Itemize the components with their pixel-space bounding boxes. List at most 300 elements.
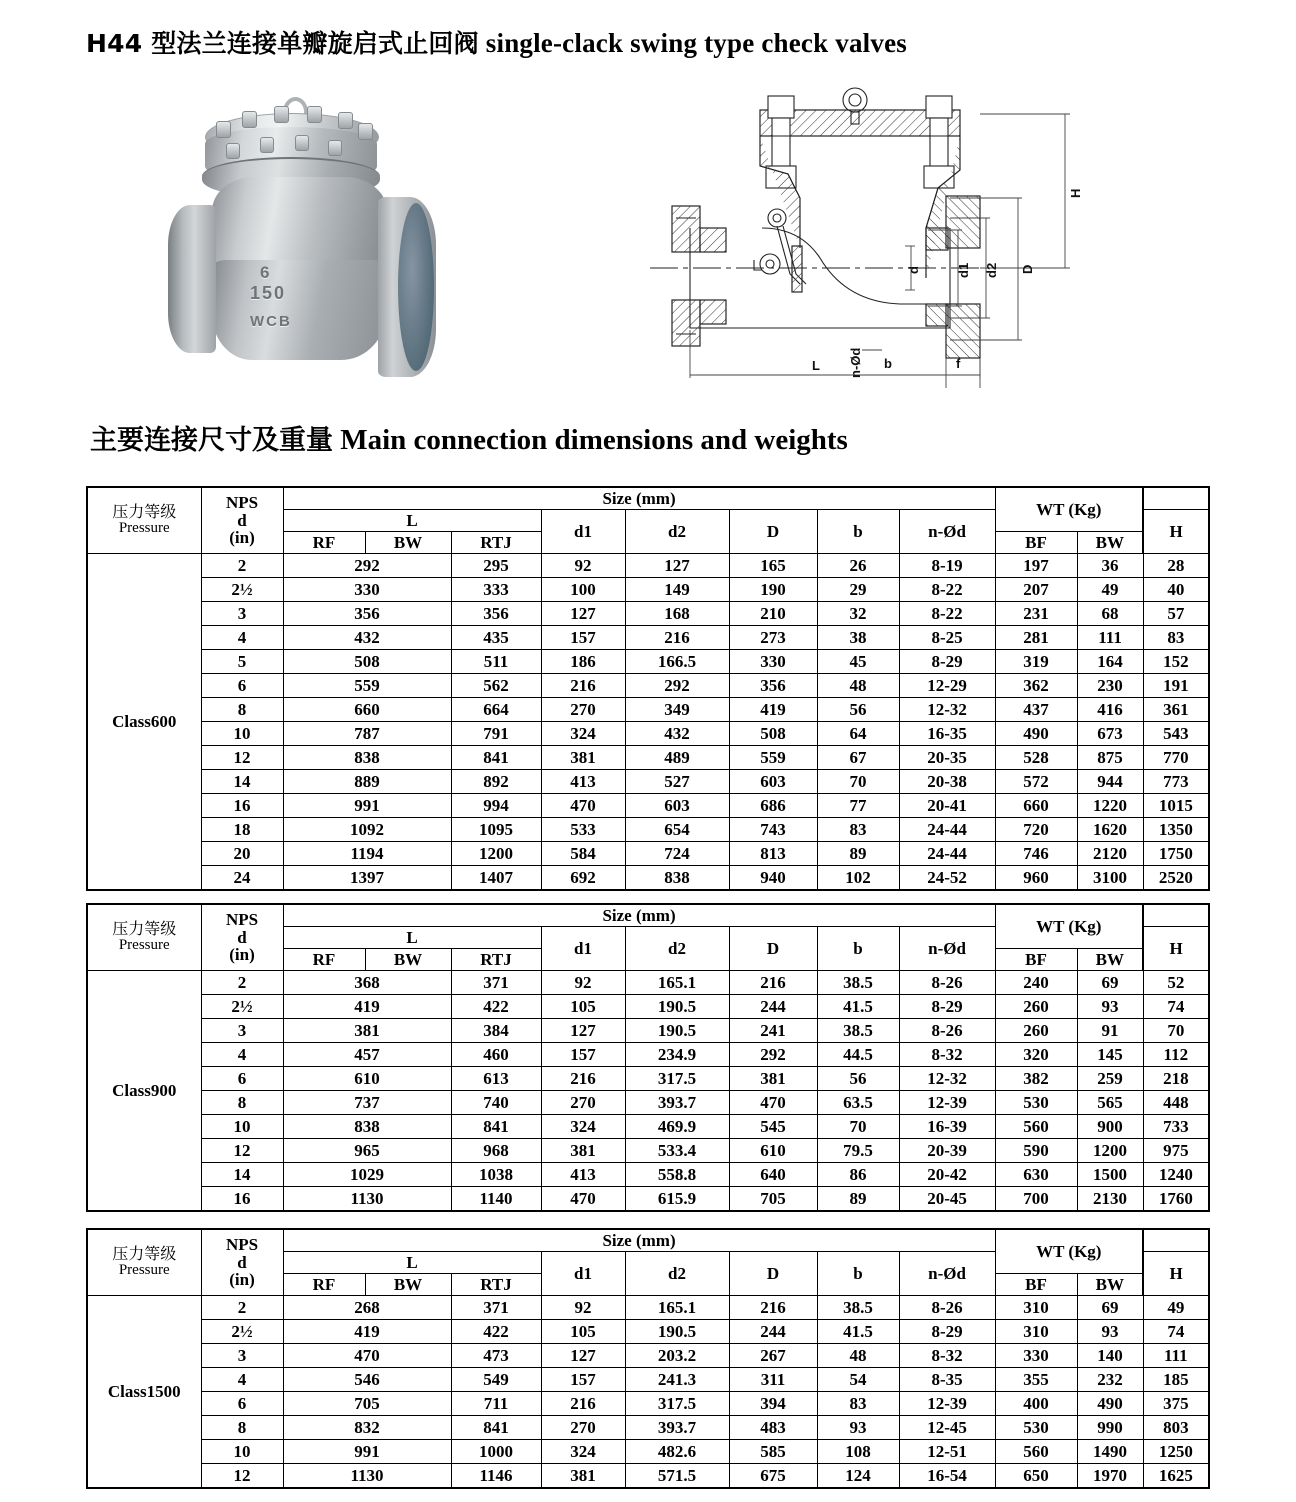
cell-L-rf-bw: 419 — [283, 995, 451, 1019]
cell-H: 720 — [995, 818, 1077, 842]
cell-n-od: 16-35 — [899, 722, 995, 746]
cell-L-rf-bw: 432 — [283, 626, 451, 650]
cell-nps: 10 — [201, 1440, 283, 1464]
cell-b: 83 — [817, 1392, 899, 1416]
cell-wt-bf: 111 — [1077, 626, 1143, 650]
cell-L-rtj: 968 — [451, 1139, 541, 1163]
cell-D: 675 — [729, 1464, 817, 1489]
cell-nps: 3 — [201, 1019, 283, 1043]
cell-H: 960 — [995, 866, 1077, 891]
cell-nps: 20 — [201, 842, 283, 866]
bonnet-bolt — [295, 135, 309, 151]
table-row — [87, 1320, 1209, 1344]
cell-L-rtj: 422 — [451, 995, 541, 1019]
cell-d1: 105 — [541, 995, 625, 1019]
cell-H: 400 — [995, 1392, 1077, 1416]
cell-nps: 6 — [201, 674, 283, 698]
cell-L-rtj: 295 — [451, 554, 541, 578]
cell-L-rf-bw: 268 — [283, 1296, 451, 1320]
cell-wt-bf: 69 — [1077, 971, 1143, 995]
cell-H: 319 — [995, 650, 1077, 674]
cell-wt-bw: 1015 — [1143, 794, 1209, 818]
cell-wt-bw: 1250 — [1143, 1440, 1209, 1464]
cell-b: 89 — [817, 1187, 899, 1212]
header-pressure-cn: 压力等级 — [112, 919, 177, 939]
cell-wt-bw: 361 — [1143, 698, 1209, 722]
cell-d2: 533.4 — [625, 1139, 729, 1163]
figures-row — [0, 70, 1296, 400]
cell-d1: 381 — [541, 1139, 625, 1163]
cell-d1: 533 — [541, 818, 625, 842]
table-body — [87, 1296, 1209, 1489]
cell-H: 362 — [995, 674, 1077, 698]
bonnet-bolt — [216, 121, 231, 138]
cell-wt-bf: 259 — [1077, 1067, 1143, 1091]
cell-nps: 24 — [201, 866, 283, 891]
header-wt-group: WT (Kg) — [995, 487, 1143, 532]
cell-nps: 6 — [201, 1392, 283, 1416]
cell-b: 67 — [817, 746, 899, 770]
cell-d2: 317.5 — [625, 1067, 729, 1091]
cell-b: 124 — [817, 1464, 899, 1489]
header-pressure-en: Pressure — [118, 1262, 170, 1279]
cell-n-od: 8-29 — [899, 650, 995, 674]
cell-nps: 2 — [201, 1296, 283, 1320]
cell-n-od: 12-39 — [899, 1392, 995, 1416]
header-wt-bw: BW — [1077, 1274, 1143, 1296]
cell-d2: 190.5 — [625, 1019, 729, 1043]
cell-wt-bw: 1750 — [1143, 842, 1209, 866]
dim-label-f: f — [956, 356, 961, 371]
body-marking-size: 6 — [260, 263, 270, 282]
cell-n-od: 12-51 — [899, 1440, 995, 1464]
cell-wt-bw: 111 — [1143, 1344, 1209, 1368]
cell-d2: 166.5 — [625, 650, 729, 674]
table-body — [87, 554, 1209, 891]
cell-d2: 190.5 — [625, 1320, 729, 1344]
cell-nps: 8 — [201, 1091, 283, 1115]
cell-wt-bw: 1350 — [1143, 818, 1209, 842]
cell-n-od: 8-26 — [899, 971, 995, 995]
header-n-od: n-Ød — [899, 927, 995, 971]
table-row — [87, 722, 1209, 746]
cell-L-rf-bw: 1397 — [283, 866, 451, 891]
table-row — [87, 1187, 1209, 1212]
cell-nps: 4 — [201, 626, 283, 650]
cell-d1: 470 — [541, 1187, 625, 1212]
cell-wt-bf: 416 — [1077, 698, 1143, 722]
cell-n-od: 16-39 — [899, 1115, 995, 1139]
cell-b: 64 — [817, 722, 899, 746]
cell-d2: 216 — [625, 626, 729, 650]
cell-L-rtj: 740 — [451, 1091, 541, 1115]
cell-n-od: 20-45 — [899, 1187, 995, 1212]
cell-n-od: 8-26 — [899, 1296, 995, 1320]
table-row — [87, 626, 1209, 650]
cell-wt-bf: 2130 — [1077, 1187, 1143, 1212]
header-n-od: n-Ød — [899, 510, 995, 554]
header-BF: BF — [995, 1274, 1077, 1296]
cell-n-od: 20-35 — [899, 746, 995, 770]
cell-L-rtj: 549 — [451, 1368, 541, 1392]
cell-wt-bw: 57 — [1143, 602, 1209, 626]
cell-wt-bw: 74 — [1143, 1320, 1209, 1344]
cell-wt-bw: 28 — [1143, 554, 1209, 578]
cell-wt-bf: 91 — [1077, 1019, 1143, 1043]
dimensions-table-class900 — [86, 903, 1210, 1212]
header-RTJ: RTJ — [451, 532, 541, 554]
cell-d2: 168 — [625, 602, 729, 626]
header-BF: BF — [995, 532, 1077, 554]
cell-wt-bw: 40 — [1143, 578, 1209, 602]
header-pressure — [87, 1229, 201, 1296]
cell-L-rtj: 841 — [451, 1416, 541, 1440]
cell-n-od: 12-45 — [899, 1416, 995, 1440]
header-size-group: Size (mm) — [283, 1229, 995, 1252]
cell-D: 603 — [729, 770, 817, 794]
cell-n-od: 8-35 — [899, 1368, 995, 1392]
cell-L-rtj: 511 — [451, 650, 541, 674]
header-D: D — [729, 1252, 817, 1296]
header-b: b — [817, 1252, 899, 1296]
cell-n-od: 16-54 — [899, 1464, 995, 1489]
cell-n-od: 8-22 — [899, 602, 995, 626]
page-title-en: single-clack swing type check valves — [485, 28, 907, 58]
table-row — [87, 971, 1209, 995]
header-b: b — [817, 510, 899, 554]
cell-L-rf-bw: 457 — [283, 1043, 451, 1067]
cell-d2: 241.3 — [625, 1368, 729, 1392]
cell-L-rtj: 371 — [451, 1296, 541, 1320]
header-pressure-cn: 压力等级 — [112, 502, 177, 522]
header-D: D — [729, 510, 817, 554]
header-size-group: Size (mm) — [283, 487, 995, 510]
cell-b: 44.5 — [817, 1043, 899, 1067]
header-b: b — [817, 927, 899, 971]
cell-wt-bf: 93 — [1077, 995, 1143, 1019]
cell-L-rtj: 333 — [451, 578, 541, 602]
valve-body-lower — [212, 260, 387, 360]
cell-D: 356 — [729, 674, 817, 698]
section-drawing-svg — [650, 78, 1210, 398]
table-row — [87, 1115, 1209, 1139]
cell-H: 530 — [995, 1416, 1077, 1440]
cell-L-rf-bw: 559 — [283, 674, 451, 698]
header-RTJ: RTJ — [451, 949, 541, 971]
cell-d2: 432 — [625, 722, 729, 746]
cell-b: 63.5 — [817, 1091, 899, 1115]
bonnet-bolt — [260, 137, 274, 153]
bonnet-bolt — [338, 112, 353, 129]
cell-L-rf-bw: 470 — [283, 1344, 451, 1368]
cell-L-rf-bw: 1130 — [283, 1464, 451, 1489]
cell-D: 190 — [729, 578, 817, 602]
cell-D: 241 — [729, 1019, 817, 1043]
cell-d1: 381 — [541, 746, 625, 770]
cell-d2: 292 — [625, 674, 729, 698]
cell-L-rf-bw: 1092 — [283, 818, 451, 842]
cell-H: 630 — [995, 1163, 1077, 1187]
cell-D: 470 — [729, 1091, 817, 1115]
cell-n-od: 8-29 — [899, 1320, 995, 1344]
cell-L-rtj: 562 — [451, 674, 541, 698]
cell-b: 54 — [817, 1368, 899, 1392]
cell-nps: 8 — [201, 1416, 283, 1440]
cell-H: 746 — [995, 842, 1077, 866]
cell-wt-bw: 49 — [1143, 1296, 1209, 1320]
cell-L-rf-bw: 1029 — [283, 1163, 451, 1187]
cell-d1: 157 — [541, 1043, 625, 1067]
cell-b: 38.5 — [817, 1019, 899, 1043]
cell-nps: 6 — [201, 1067, 283, 1091]
header-L: L — [283, 1252, 541, 1274]
cell-wt-bw: 803 — [1143, 1416, 1209, 1440]
cell-d1: 216 — [541, 674, 625, 698]
cell-d1: 186 — [541, 650, 625, 674]
header-BW: BW — [365, 1274, 451, 1296]
cell-wt-bw: 448 — [1143, 1091, 1209, 1115]
cell-wt-bf: 673 — [1077, 722, 1143, 746]
cell-b: 70 — [817, 770, 899, 794]
cell-D: 394 — [729, 1392, 817, 1416]
cell-wt-bf: 93 — [1077, 1320, 1143, 1344]
cell-nps: 3 — [201, 1344, 283, 1368]
cell-d2: 838 — [625, 866, 729, 891]
cell-nps: 8 — [201, 698, 283, 722]
cell-d2: 527 — [625, 770, 729, 794]
cell-d2: 127 — [625, 554, 729, 578]
dim-label-L: L — [812, 358, 820, 373]
header-nps: NPS d (in) — [201, 904, 283, 971]
cell-H: 207 — [995, 578, 1077, 602]
cell-d1: 92 — [541, 1296, 625, 1320]
cell-H: 310 — [995, 1320, 1077, 1344]
header-d1: d1 — [541, 927, 625, 971]
cell-wt-bw: 191 — [1143, 674, 1209, 698]
cell-nps: 3 — [201, 602, 283, 626]
cell-n-od: 12-32 — [899, 1067, 995, 1091]
cell-D: 311 — [729, 1368, 817, 1392]
cell-wt-bw: 733 — [1143, 1115, 1209, 1139]
pressure-class-cell: Class600 — [87, 554, 201, 891]
table-row — [87, 1440, 1209, 1464]
cell-n-od: 24-52 — [899, 866, 995, 891]
cell-H: 197 — [995, 554, 1077, 578]
cell-L-rtj: 1095 — [451, 818, 541, 842]
table-header — [87, 904, 1209, 971]
cell-D: 483 — [729, 1416, 817, 1440]
cell-d1: 324 — [541, 1440, 625, 1464]
cell-L-rf-bw: 368 — [283, 971, 451, 995]
cell-n-od: 20-39 — [899, 1139, 995, 1163]
cell-b: 93 — [817, 1416, 899, 1440]
header-H: H — [1143, 927, 1209, 971]
cell-wt-bw: 543 — [1143, 722, 1209, 746]
cell-H: 530 — [995, 1091, 1077, 1115]
table-row — [87, 746, 1209, 770]
header-nps: NPS d (in) — [201, 1229, 283, 1296]
valve-section-drawing — [650, 78, 1210, 398]
cell-nps: 2½ — [201, 995, 283, 1019]
table-row — [87, 995, 1209, 1019]
cell-H: 330 — [995, 1344, 1077, 1368]
cell-wt-bw: 185 — [1143, 1368, 1209, 1392]
cell-D: 292 — [729, 1043, 817, 1067]
cell-d1: 324 — [541, 1115, 625, 1139]
cell-L-rf-bw: 1194 — [283, 842, 451, 866]
cell-b: 102 — [817, 866, 899, 891]
cell-d1: 692 — [541, 866, 625, 891]
cell-L-rtj: 1000 — [451, 1440, 541, 1464]
cell-D: 610 — [729, 1139, 817, 1163]
cell-wt-bf: 68 — [1077, 602, 1143, 626]
cell-L-rtj: 841 — [451, 1115, 541, 1139]
cell-H: 560 — [995, 1115, 1077, 1139]
cell-b: 77 — [817, 794, 899, 818]
table-row — [87, 674, 1209, 698]
cell-d2: 349 — [625, 698, 729, 722]
cell-d1: 127 — [541, 602, 625, 626]
page-title-cn: H44 型法兰连接单瓣旋启式止回阀 — [86, 29, 479, 58]
body-marking-material: WCB — [250, 313, 292, 330]
cell-wt-bw: 1240 — [1143, 1163, 1209, 1187]
inlet-flange — [168, 205, 216, 353]
cell-L-rtj: 356 — [451, 602, 541, 626]
cell-wt-bw: 975 — [1143, 1139, 1209, 1163]
cell-d1: 100 — [541, 578, 625, 602]
cell-n-od: 8-29 — [899, 995, 995, 1019]
cell-wt-bf: 232 — [1077, 1368, 1143, 1392]
cell-wt-bf: 2120 — [1077, 842, 1143, 866]
cell-b: 56 — [817, 1067, 899, 1091]
dim-label-d: d — [906, 266, 921, 274]
cell-D: 244 — [729, 995, 817, 1019]
section-heading-en: Main connection dimensions and weights — [340, 424, 848, 456]
header-n-od: n-Ød — [899, 1252, 995, 1296]
header-pressure-cn: 压力等级 — [112, 1244, 177, 1264]
cell-d2: 558.8 — [625, 1163, 729, 1187]
cell-d1: 216 — [541, 1392, 625, 1416]
cell-wt-bw: 1760 — [1143, 1187, 1209, 1212]
cell-H: 355 — [995, 1368, 1077, 1392]
cell-wt-bf: 164 — [1077, 650, 1143, 674]
cell-wt-bf: 990 — [1077, 1416, 1143, 1440]
cell-L-rf-bw: 381 — [283, 1019, 451, 1043]
cell-b: 79.5 — [817, 1139, 899, 1163]
cell-wt-bf: 49 — [1077, 578, 1143, 602]
table-row — [87, 1019, 1209, 1043]
cell-d1: 127 — [541, 1019, 625, 1043]
page-title — [86, 24, 907, 60]
cell-n-od: 24-44 — [899, 818, 995, 842]
cell-b: 48 — [817, 1344, 899, 1368]
cell-nps: 2 — [201, 554, 283, 578]
cell-nps: 16 — [201, 1187, 283, 1212]
cell-d1: 470 — [541, 794, 625, 818]
cell-nps: 4 — [201, 1043, 283, 1067]
cell-d2: 149 — [625, 578, 729, 602]
cell-D: 216 — [729, 1296, 817, 1320]
cell-D: 210 — [729, 602, 817, 626]
outlet-flange-face — [398, 203, 434, 371]
cell-L-rtj: 1038 — [451, 1163, 541, 1187]
cell-b: 41.5 — [817, 1320, 899, 1344]
header-RTJ: RTJ — [451, 1274, 541, 1296]
cell-d2: 393.7 — [625, 1091, 729, 1115]
cell-L-rtj: 892 — [451, 770, 541, 794]
cell-wt-bw: 375 — [1143, 1392, 1209, 1416]
cell-b: 32 — [817, 602, 899, 626]
cell-b: 83 — [817, 818, 899, 842]
cell-d2: 654 — [625, 818, 729, 842]
bonnet-bolt — [274, 106, 289, 123]
cell-L-rf-bw: 991 — [283, 1440, 451, 1464]
cell-n-od: 8-32 — [899, 1344, 995, 1368]
cell-d1: 324 — [541, 722, 625, 746]
cell-d2: 482.6 — [625, 1440, 729, 1464]
cell-D: 585 — [729, 1440, 817, 1464]
cell-L-rf-bw: 660 — [283, 698, 451, 722]
cell-wt-bw: 83 — [1143, 626, 1209, 650]
bonnet-bolt — [226, 143, 240, 159]
cell-L-rtj: 1146 — [451, 1464, 541, 1489]
cell-d1: 270 — [541, 1416, 625, 1440]
cell-D: 419 — [729, 698, 817, 722]
cell-b: 38.5 — [817, 1296, 899, 1320]
cell-n-od: 8-22 — [899, 578, 995, 602]
section-heading — [90, 418, 848, 457]
cell-D: 244 — [729, 1320, 817, 1344]
cell-wt-bf: 1490 — [1077, 1440, 1143, 1464]
cell-d1: 413 — [541, 1163, 625, 1187]
cell-wt-bf: 3100 — [1077, 866, 1143, 891]
table-row — [87, 1296, 1209, 1320]
cell-b: 48 — [817, 674, 899, 698]
cell-H: 260 — [995, 1019, 1077, 1043]
cell-b: 41.5 — [817, 995, 899, 1019]
cell-L-rf-bw: 1130 — [283, 1187, 451, 1212]
dim-label-H: H — [1068, 188, 1083, 198]
cell-H: 490 — [995, 722, 1077, 746]
cell-L-rtj: 1140 — [451, 1187, 541, 1212]
cell-wt-bf: 1200 — [1077, 1139, 1143, 1163]
cell-b: 86 — [817, 1163, 899, 1187]
header-wt-bw: BW — [1077, 532, 1143, 554]
cell-wt-bw: 152 — [1143, 650, 1209, 674]
cell-L-rtj: 613 — [451, 1067, 541, 1091]
cell-L-rtj: 422 — [451, 1320, 541, 1344]
cell-wt-bf: 145 — [1077, 1043, 1143, 1067]
cell-wt-bw: 770 — [1143, 746, 1209, 770]
cell-wt-bf: 1500 — [1077, 1163, 1143, 1187]
cell-H: 650 — [995, 1464, 1077, 1489]
dim-label-n-od: n-Ød — [848, 347, 863, 378]
cell-L-rf-bw: 838 — [283, 1115, 451, 1139]
table-row — [87, 770, 1209, 794]
header-D: D — [729, 927, 817, 971]
cell-d2: 571.5 — [625, 1464, 729, 1489]
cell-wt-bf: 900 — [1077, 1115, 1143, 1139]
cell-b: 89 — [817, 842, 899, 866]
bonnet-bolt — [307, 106, 322, 123]
cell-D: 165 — [729, 554, 817, 578]
cell-d1: 92 — [541, 971, 625, 995]
valve-photo — [150, 85, 450, 395]
cell-d2: 603 — [625, 794, 729, 818]
cell-b: 38.5 — [817, 971, 899, 995]
cell-H: 560 — [995, 1440, 1077, 1464]
cell-L-rf-bw: 787 — [283, 722, 451, 746]
